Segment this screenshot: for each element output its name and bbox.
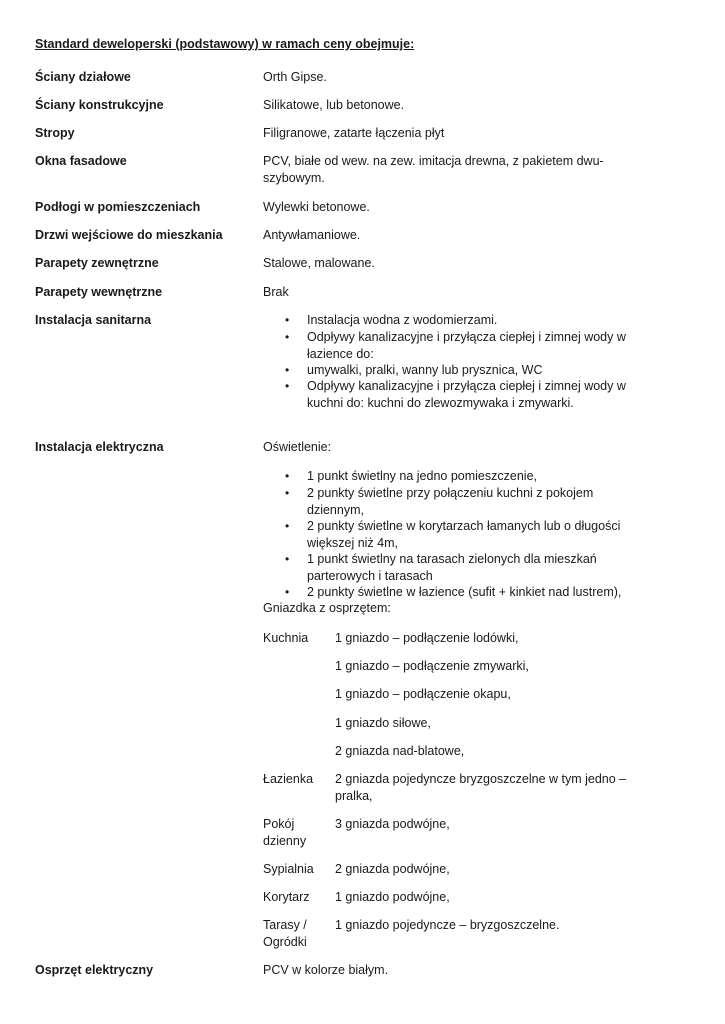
document-title: Standard deweloperski (podstawowy) w ramach ceny obejmuje:	[35, 37, 415, 51]
lighting-heading: Oświetlenie:	[263, 440, 332, 454]
list-item: • 2 punkty świetlne w łazience (sufit + kinkiet nad lustrem),	[307, 584, 637, 601]
row-value: Silikatowe, lub betonowe.	[263, 98, 405, 112]
socket-item: 1 gniazdo – podłączenie zmywarki,	[335, 659, 529, 673]
socket-item: 1 gniazdo pojedyncze – bryzgoszczelne.	[335, 918, 560, 932]
room-name: Korytarz	[263, 890, 310, 904]
row-label: Parapety zewnętrzne	[35, 256, 159, 270]
list-item: • 2 punkty świetlne przy połączeniu kuchni z pokojem dziennym,	[307, 485, 637, 518]
row-label: Stropy	[35, 126, 75, 140]
row-value: Orth Gipse.	[263, 70, 327, 84]
row-label: Drzwi wejściowe do mieszkania	[35, 228, 223, 242]
room-name: Łazienka	[263, 772, 314, 786]
list-item: • Odpływy kanalizacyjne i przyłącza ciepłej i zimnej wody w łazience do:	[307, 329, 637, 362]
sockets-heading: Gniazdka z osprzętem:	[263, 601, 391, 615]
row-value: Stalowe, malowane.	[263, 256, 375, 270]
socket-item: 1 gniazdo podwójne,	[335, 890, 450, 904]
list-item: • umywalki, pralki, wanny lub prysznica, WC	[307, 362, 637, 379]
list-item: • 2 punkty świetlne w korytarzach łamanych lub o długości większej niż 4m,	[307, 518, 637, 551]
row-value: Filigranowe, zatarte łączenia płyt	[263, 126, 445, 140]
socket-item: 2 gniazda pojedyncze bryzgoszczelne w tym jedno – pralka,	[335, 772, 627, 803]
row-label: Okna fasadowe	[35, 154, 127, 168]
row-value: PCV, białe od wew. na zew. imitacja drewna, z pakietem dwu-szybowym.	[263, 154, 604, 185]
electrical-label: Instalacja elektryczna	[35, 440, 164, 454]
list-item: • Instalacja wodna z wodomierzami.	[307, 312, 637, 329]
room-name: Kuchnia	[263, 631, 309, 645]
socket-item: 2 gniazda nad-blatowe,	[335, 744, 465, 758]
fittings-label: Osprzęt elektryczny	[35, 963, 154, 977]
row-label: Podłogi w pomieszczeniach	[35, 200, 201, 214]
row-label: Ściany działowe	[35, 70, 131, 84]
row-label: Ściany konstrukcyjne	[35, 98, 164, 112]
row-value: Wylewki betonowe.	[263, 200, 370, 214]
row-value: Antywłamaniowe.	[263, 228, 361, 242]
room-name: Pokój dzienny	[263, 817, 307, 848]
socket-item: 1 gniazdo – podłączenie lodówki,	[335, 631, 519, 645]
list-item: • 1 punkt świetlny na jedno pomieszczenie,	[307, 468, 637, 485]
list-item: • Odpływy kanalizacyjne i przyłącza ciepłej i zimnej wody w kuchni do: kuchni do zlewozmywaka i zmywarki.	[307, 378, 637, 411]
socket-item: 1 gniazdo – podłączenie okapu,	[335, 687, 511, 701]
socket-item: 1 gniazdo siłowe,	[335, 716, 431, 730]
room-name: Tarasy / Ogródki	[263, 918, 307, 949]
fittings-value: PCV w kolorze białym.	[263, 963, 389, 977]
socket-item: 2 gniazda podwójne,	[335, 862, 450, 876]
sanitary-label: Instalacja sanitarna	[35, 313, 152, 327]
list-item: • 1 punkt świetlny na tarasach zielonych dla mieszkań parterowych i tarasach	[307, 551, 637, 584]
room-name: Sypialnia	[263, 862, 314, 876]
row-label: Parapety wewnętrzne	[35, 285, 163, 299]
row-value: Brak	[263, 285, 289, 299]
socket-item: 3 gniazda podwójne,	[335, 817, 450, 831]
